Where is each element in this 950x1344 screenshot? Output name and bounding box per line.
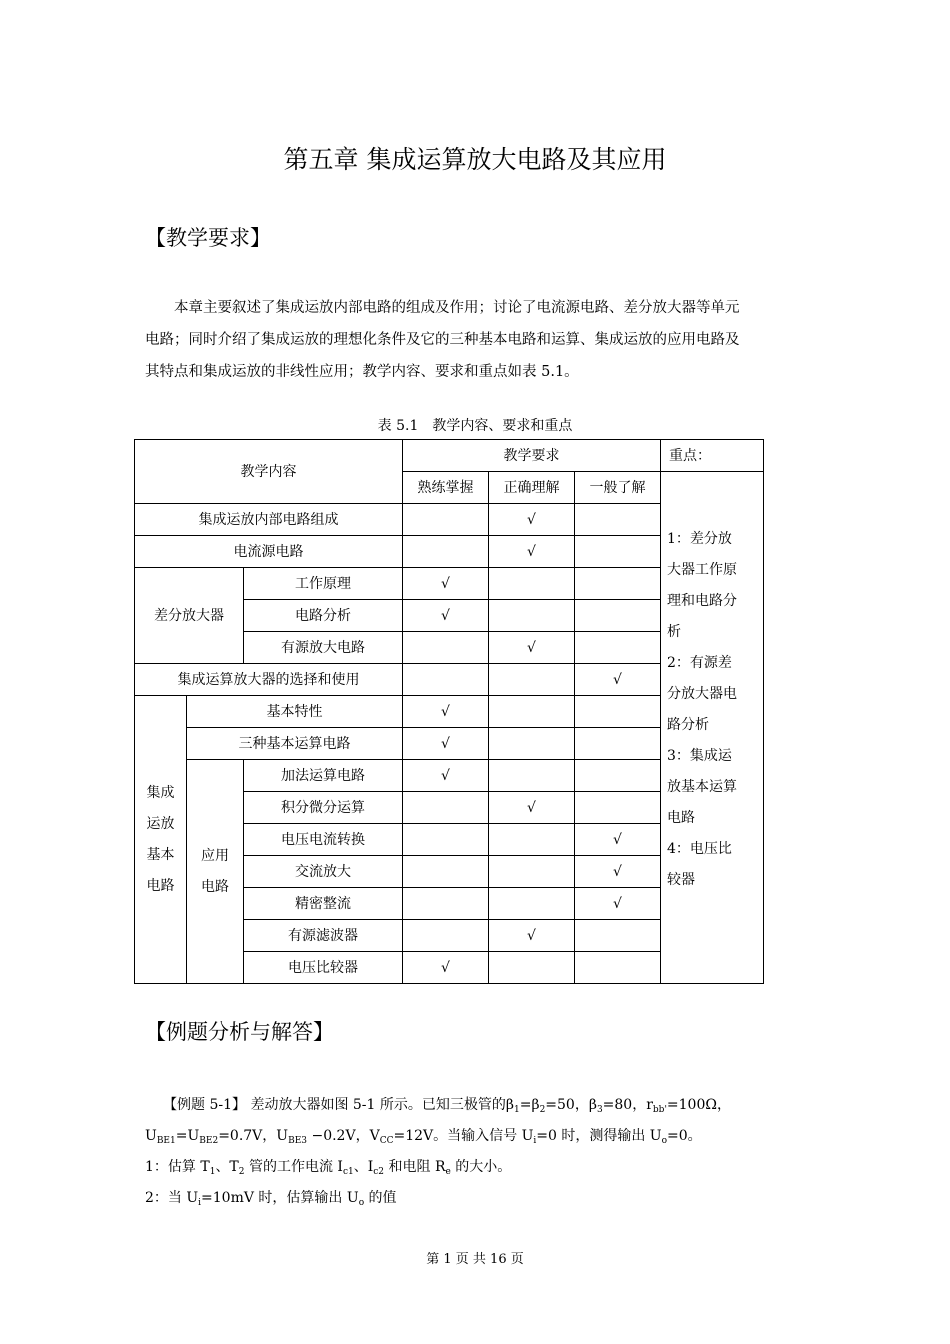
check-mark: √ — [575, 888, 661, 920]
example-text: =0。 — [667, 1128, 702, 1144]
check-mark: √ — [575, 824, 661, 856]
key-points-cell — [661, 472, 764, 984]
row-label: 基本特性 — [187, 696, 403, 728]
header-general: 一般了解 — [575, 472, 661, 504]
row-label: 精密整流 — [244, 888, 403, 920]
example-text: 、I — [353, 1159, 374, 1175]
subscript: e — [445, 1167, 451, 1177]
header-understand: 正确理解 — [489, 472, 575, 504]
subscript: i — [533, 1136, 537, 1146]
key-line: 析 — [667, 624, 681, 640]
row-label: 电流源电路 — [135, 536, 403, 568]
row-label: 工作原理 — [244, 568, 403, 600]
check-mark: √ — [575, 856, 661, 888]
section-heading-examples: 【例题分析与解答】 — [145, 1020, 334, 1044]
example-text: =80，r — [602, 1097, 653, 1113]
example-line — [145, 1121, 805, 1152]
group-line: 运放 — [146, 815, 175, 832]
row-label: 集成运算放大器的选择和使用 — [135, 664, 403, 696]
group-line: 应用 — [201, 847, 229, 864]
example-line — [145, 1152, 805, 1183]
example-text: 、T — [215, 1159, 239, 1175]
row-label: 积分微分运算 — [244, 792, 403, 824]
example-label: 【例题 5-1】 — [163, 1097, 246, 1113]
subscript: BE1 — [156, 1136, 176, 1146]
example-text: 的大小。 — [450, 1159, 512, 1175]
check-mark: √ — [575, 664, 661, 696]
check-mark: √ — [403, 760, 489, 792]
intro-line: 其特点和集成运放的非线性应用；教学内容、要求和重点如表 5.1。 — [145, 364, 579, 380]
check-mark: √ — [489, 504, 575, 536]
row-label: 有源放大电路 — [244, 632, 403, 664]
check-mark: √ — [403, 696, 489, 728]
check-mark: √ — [403, 952, 489, 984]
group-line: 电路 — [201, 878, 229, 895]
check-mark: √ — [489, 632, 575, 664]
subscript: 3 — [596, 1105, 603, 1115]
header-key: 重点： — [661, 440, 764, 472]
subscript: c2 — [373, 1167, 385, 1177]
subscript: 2 — [238, 1167, 245, 1177]
example-text: 差动放大器如图 5-1 所示。已知三极管的β — [250, 1097, 514, 1113]
row-label: 电压电流转换 — [244, 824, 403, 856]
key-line: 2：有源差 — [667, 655, 732, 671]
check-mark: √ — [489, 920, 575, 952]
key-line: 1：差分放 — [667, 531, 732, 547]
subscript: 1 — [514, 1105, 520, 1115]
key-line: 较器 — [667, 872, 695, 888]
chapter-title: 第五章 集成运算放大电路及其应用 — [283, 145, 667, 174]
subscript: c1 — [342, 1167, 354, 1177]
example-line — [145, 1183, 805, 1214]
example-text: 和电阻 R — [384, 1159, 446, 1175]
subscript: 1 — [209, 1167, 216, 1177]
example-text: 1：估算 T — [145, 1159, 210, 1175]
group-integrated — [135, 696, 187, 984]
key-line: 路分析 — [667, 717, 709, 733]
page-footer: 第 1 页 共 16 页 — [426, 1252, 524, 1267]
intro-line: 本章主要叙述了集成运放内部电路的组成及作用；讨论了电流源电路、差分放大器等单元 — [174, 300, 740, 316]
subscript: i — [198, 1198, 202, 1208]
subscript: CC — [379, 1136, 394, 1146]
key-line: 大器工作原 — [667, 562, 737, 578]
group-application — [187, 760, 244, 984]
key-line: 理和电路分 — [667, 593, 737, 609]
group-line: 基本 — [146, 846, 175, 863]
subscript: BE2 — [199, 1136, 219, 1146]
key-line: 分放大器电 — [667, 686, 737, 702]
row-label: 交流放大 — [244, 856, 403, 888]
group-diff-amp: 差分放大器 — [135, 568, 244, 664]
subscript: o — [661, 1136, 668, 1146]
example-text: 2：当 U — [145, 1190, 199, 1206]
example-text: =U — [175, 1128, 200, 1144]
subscript: o — [358, 1198, 365, 1208]
subscript: bb' — [652, 1105, 667, 1115]
row-label: 加法运算电路 — [244, 760, 403, 792]
example-line — [145, 1090, 805, 1121]
key-line: 放基本运算 — [667, 779, 737, 795]
subscript: BE3 — [288, 1136, 308, 1146]
header-content: 教学内容 — [135, 440, 403, 504]
key-line: 4：电压比 — [667, 841, 732, 857]
subscript: 2 — [539, 1105, 546, 1115]
group-line: 电路 — [146, 877, 175, 894]
example-block — [145, 1090, 805, 1214]
header-requirement: 教学要求 — [403, 440, 661, 472]
key-line: 3：集成运 — [667, 748, 732, 764]
table-caption: 表 5.1 教学内容、要求和重点 — [377, 418, 573, 434]
example-text: −0.2V，V — [307, 1128, 380, 1144]
example-text: U — [145, 1128, 157, 1144]
check-mark: √ — [403, 568, 489, 600]
example-text: 管的工作电流 I — [244, 1159, 343, 1175]
intro-paragraph — [145, 292, 805, 388]
row-label: 集成运放内部电路组成 — [135, 504, 403, 536]
check-mark: √ — [403, 600, 489, 632]
check-mark: √ — [403, 728, 489, 760]
intro-line: 电路；同时介绍了集成运放的理想化条件及它的三种基本电路和运算、集成运放的应用电路及 — [145, 332, 740, 348]
key-line: 电路 — [667, 810, 695, 826]
group-line: 集成 — [146, 784, 175, 801]
row-label: 电路分析 — [244, 600, 403, 632]
check-mark: √ — [489, 536, 575, 568]
example-text: =0.7V，U — [218, 1128, 289, 1144]
example-text: =12V。当输入信号 U — [393, 1128, 534, 1144]
example-text: =50，β — [545, 1097, 597, 1113]
example-text: 的值 — [364, 1190, 397, 1206]
example-text: =0 时，测得输出 U — [536, 1128, 662, 1144]
example-text: =β — [519, 1097, 540, 1113]
check-mark: √ — [489, 792, 575, 824]
row-label: 三种基本运算电路 — [187, 728, 403, 760]
row-label: 电压比较器 — [244, 952, 403, 984]
section-heading-requirements: 【教学要求】 — [145, 226, 271, 250]
example-text: =100Ω， — [666, 1097, 731, 1113]
requirements-table — [134, 439, 764, 984]
example-text: =10mV 时，估算输出 U — [201, 1190, 359, 1206]
header-master: 熟练掌握 — [403, 472, 489, 504]
row-label: 有源滤波器 — [244, 920, 403, 952]
